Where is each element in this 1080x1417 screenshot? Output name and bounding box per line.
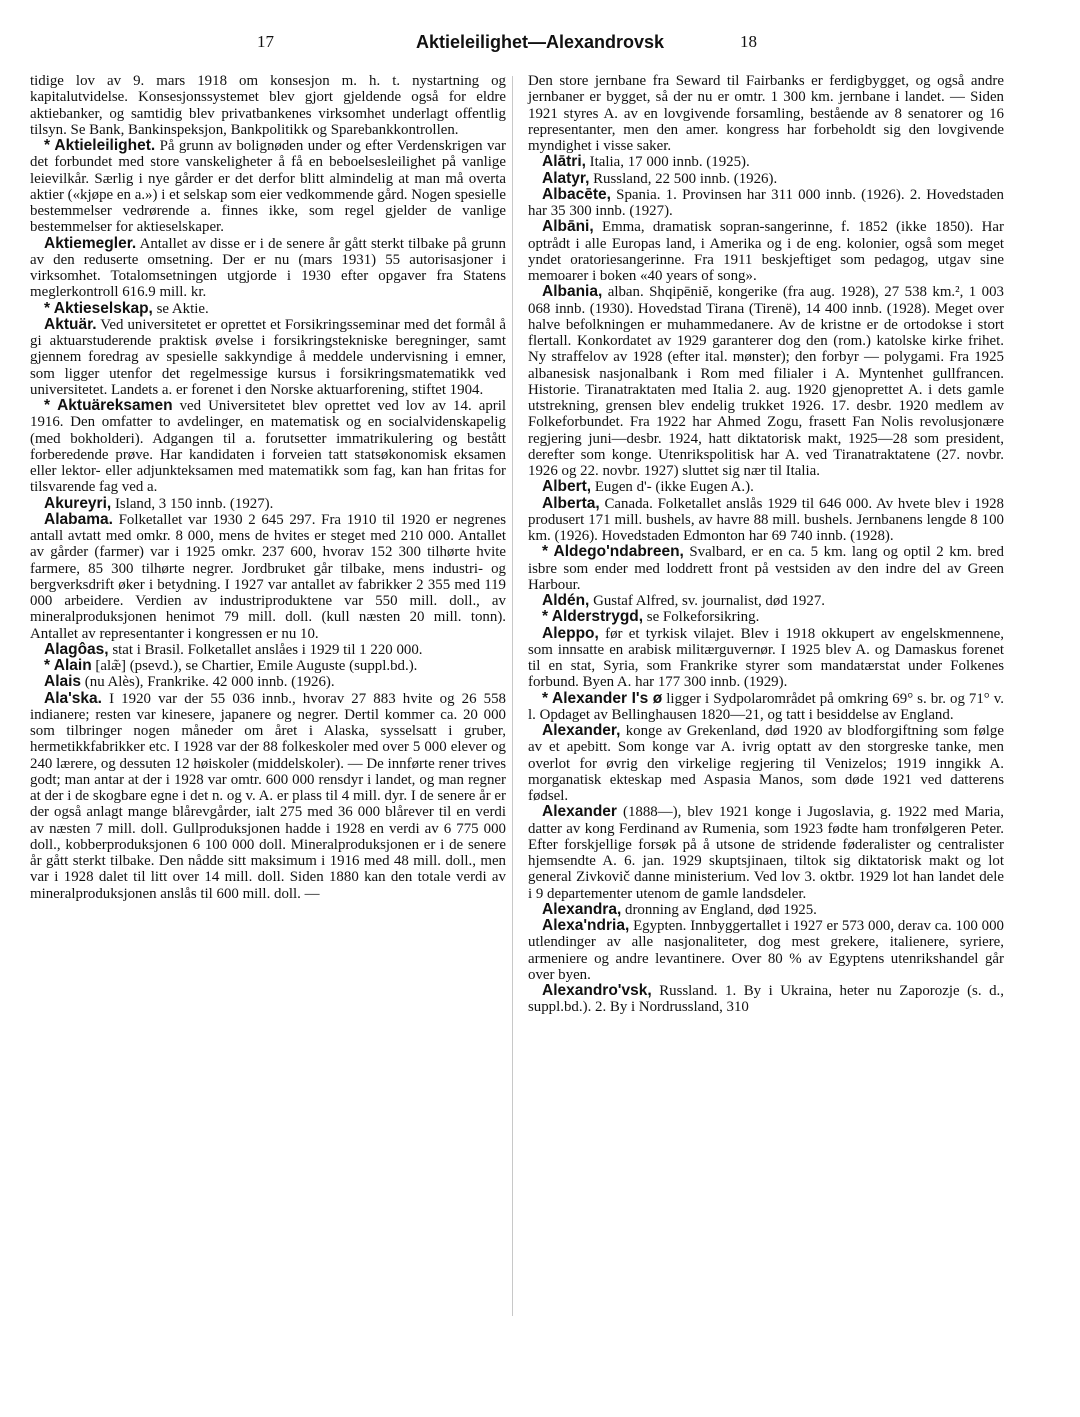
entry-text: Eugen d'- (ikke Eugen A.). [594, 479, 754, 496]
entry-headword: Aktuär. [44, 315, 97, 333]
dictionary-entry [528, 284, 1004, 479]
entry-headword: * Alderstrygd, [542, 608, 644, 626]
dictionary-entry [528, 593, 1004, 609]
entry-text: se Folkeforsikring. [646, 609, 760, 626]
entry-headword: * Aldego'ndabreen, [542, 543, 684, 561]
entry-headword: Alexa'ndria, [542, 917, 630, 934]
dictionary-entry [30, 73, 506, 138]
left-page-number: 17 [257, 32, 274, 51]
dictionary-entry [528, 219, 1004, 284]
entry-text: Island, 3 150 innb. (1927). [114, 495, 274, 512]
dictionary-entry [30, 236, 506, 301]
entry-headword: * Aktuäreksamen [44, 397, 173, 414]
dictionary-entry [30, 317, 506, 398]
entry-headword: Alabama. [44, 510, 113, 528]
dictionary-entry [30, 512, 506, 642]
dictionary-entry [528, 609, 1004, 625]
entry-text: tidige lov av 9. mars 1918 om konsesjon m. h. t. nystartning og kapitalutvidelse. Konsesjonssystemet blev gjort gjeldende også for eldre aktiebanker, og samtidig blev privatbankenes virksomhet underlagt offentlig tilsyn. Se Bank, Bankinspeksjon, Bankpolitikk og Sparebankkontrollen. [30, 73, 506, 138]
entry-headword: Alexander [542, 803, 617, 821]
dictionary-entry [528, 171, 1004, 187]
dictionary-entry [30, 301, 506, 317]
dictionary-entry [528, 723, 1004, 804]
entry-text: Spania. 1. Provinsen har 311 000 innb. (1926). 2. Hovedstaden har 35 300 innb. (1927). [528, 186, 1004, 219]
entry-headword: Alexandro'vsk, [542, 982, 652, 999]
dictionary-entry [528, 691, 1004, 724]
entry-headword: Aldén, [542, 592, 590, 609]
dictionary-entry [528, 983, 1004, 1016]
entry-text: Emma, dramatisk sopran-sangerinne, f. 1852 (ikke 1850). Har optrådt i alle Europas land, i Amerika og i de eng. kolonier, også som meget yndet oratoriesangerinne. Fra 1911 beskjeftiget som pedagog, utgav sine memoarer i boken «40 years of song». [528, 219, 1004, 284]
dictionary-entry [528, 626, 1004, 691]
entry-headword: Alais [44, 673, 82, 691]
entry-headword: * Alexander I's ø [542, 689, 663, 707]
entry-text: I 1920 var der 55 036 innb., hvorav 27 883 hvite og 26 558 indianere; resten var kinesere, japanere og negrer. Dertil kommer ca. 20 000 som tilbringer nogen måneder om året i Alaska, sysselsatt i gruber, hermetikkfabrikker etc. I 1928 var der 88 folkeskoler med over 5 000 elever og 240 lærere, og dessuten 12 høiskoler (middelskoler). — De innførte rener trives godt; man antar at der i 1928 var omtr. 600 000 rensdyr i landet, og man regner at der i de skogbare egne i det n. og v. A. er plass til 4 mill. dyr. I de senere år er der også anlagt mange blårevgårder, ialt 275 med 36 000 blårever til en verdi av næsten 7 mill. doll. Gullproduksjonen hadde i 1928 en verdi av 6 775 000 doll., kobberproduksjonen 6 100 000 doll. Mineralproduksjonen er i de senere år gått sterkt tilbake. Den nådde sitt maksimum i 1916 med 48 mill. doll., men var i 1928 dalet til litt over 14 mill. doll. Siden 1880 kan den totale verdi av mineralproduksjonen anslås til 600 mill. doll. — [30, 690, 506, 902]
entry-text: Canada. Folketallet anslås 1929 til 646 000. Av hvete blev i 1928 produsert 171 mill. bushels, av havre 88 mill. bushels. Jernbanens lengde 8 100 km. (1926). Hovedstaden Edmonton har 69 740 innb. (1928). [528, 495, 1004, 544]
entry-text: Russland. 1. By i Ukraina, heter nu Zaporozje (s. d., suppl.bd.). 2. By i Nordrussland, 310 [528, 983, 1004, 1016]
entry-headword: * Aktieleilighet. [44, 137, 156, 154]
dictionary-entry [30, 658, 506, 674]
entry-text: Italia, 17 000 innb. (1925). [589, 154, 750, 171]
entry-headword: Ala'ska. [44, 689, 102, 707]
dictionary-entry [30, 691, 506, 902]
entry-headword: Albāni, [542, 218, 594, 236]
column-divider [512, 76, 513, 1316]
entry-text: (1888—), blev 1921 konge i Jugoslavia, g. 1922 med Maria, datter av kong Ferdinand av Rumenia, som 1923 fødte ham tronfølgeren Peter. Efter forskjellige forsøk på å utsone de stridende føderalister og centralister hjemsendte A. 6. jan. 1929 skuptsjinaen, tiltok sig diktatorisk makt og lot general Zivkovič danne ministerium. Ved lov 3. oktbr. 1929 lot han landet dele i 9 departementer utenom de gamle landsdeler. [528, 804, 1004, 902]
entry-text: Egypten. Innbyggertallet i 1927 er 573 000, derav ca. 100 000 utlendinger av alle nasjonaliteter, dog mest grekere, italienere, syriere, armeniere og andre levantinere. Over 80 % av Egyptens utenrikshandel går over byen. [528, 918, 1004, 983]
entry-text: Antallet av disse er i de senere år gått sterkt tilbake på grunn av den reduserte omsetning. Der er nu (mars 1931) 55 autorisasjoner i virksomhet. Totalomsetningen utgjorde i 1930 efter opgaver fra Statens meglerkontroll 616.9 mill. kr. [30, 235, 506, 301]
entry-text: Den store jernbane fra Seward til Fairbanks er ferdigbygget, og også andre jernbaner er bygget, så der nu er omtr. 1 300 km. jernbane i landet. — Siden 1921 styres A. av en lovgivende forsamling, bestående av 8 senatorer og 16 representanter, men den amer. kongress har forbeholdt sig den lovgivende myndighet i visse saker. [528, 73, 1004, 154]
entry-text: stat i Brasil. Folketallet anslåes i 1929 til 1 220 000. [112, 641, 423, 658]
entry-headword: * Alain [44, 657, 92, 674]
dictionary-entry [528, 73, 1004, 154]
entry-text: Ved universitetet er oprettet et Forsikringsseminar med det formål å gi aktuarstuderende praktisk øvelse i forsikringstekniske beregninger, samt gjennem foredrag av spesielle sakkyndige å meddele undervisning i emner, som ligger utenfor det regelmessige kursus i forsikringsmatematikk ved universitetet. Landets a. er forenet i den Norske aktuarforening, stiftet 1904. [30, 316, 506, 398]
entry-text: ligger i Sydpolarområdet på omkring 69° s. br. og 71° v. l. Opdaget av Bellinghausen 1820—21, og tatt i besiddelse av England. [528, 690, 1004, 723]
dictionary-entry [528, 154, 1004, 170]
entry-text: Folketallet var 1930 2 645 297. Fra 1910 til 1920 er negrenes antall avtatt med omkr. 8 000, mens de hvites er steget med 210 000. Antallet av gårder (farmer) var i 1925 omkr. 237 600, hvorav 152 300 tilhørte hvite farmere, 85 300 tilhørte negrer. Jordbruket går tilbake, mens industri- og bergverksdrift øker i betydning. I 1927 var antallet av fabrikker 2 355 med 119 000 arbeidere. Verdien av industriproduktene var 550 mill. doll., av mineralproduksjonen henimot 79 mill. doll. (kull næsten 20 mill. tonn). Antallet av representanter i kongressen er nu 10. [30, 511, 506, 642]
dictionary-entry [528, 187, 1004, 220]
right-page-number: 18 [740, 32, 757, 51]
page-header [0, 32, 1080, 58]
entry-text: før et tyrkisk vilajet. Blev i 1918 okkupert av engelskmennene, som innsatte en arabisk militærguvernør. I 1925 blev A. og Damaskus forenet til en stat, Syria, som Frankrike styrer som mandatærstat under Folkenes forbund. Byen A. har 177 300 innb. (1929). [528, 625, 1004, 691]
entry-text: Gustaf Alfred, sv. journalist, død 1927. [593, 593, 825, 609]
entry-text: Russland, 22 500 innb. (1926). [593, 170, 778, 187]
dictionary-entry [528, 496, 1004, 545]
entry-text: konge av Grekenland, død 1920 av blodforgiftning som følge av et apebitt. Som konge var A. ivrig optatt av den storgreske tanke, men overlot for øvrig den virkelige regjering til Venizelos; 1919 inngikk A. morganatisk ekteskap med Aspasia Manos, som døde 1921 ved datterens fødsel. [528, 723, 1004, 804]
entry-headword: Alatyr, [542, 169, 590, 187]
dictionary-entry [30, 674, 506, 690]
dictionary-entry [30, 496, 506, 512]
entry-text: alban. Shqipēniĕ, kongerike (fra aug. 1928), 27 538 km.², 1 003 068 innb. (1930). Hovedstad Tirana (Tirenë), 14 400 innb. (1928). Meget over halve befolkningen er muhammedanere. Av de kristne er de ortodokse i stort flertall. Konkordatet av 1929 garanterer dog den (rom.) katolske kirke frihet. Ny straffelov av 1928 (efter ital. mønster); den forbyr — polygami. Fra 1925 albanesisk nasjonalbank i Rom med filialer i A. Myntenhet gullfrancen. Historie. Tiranatraktaten med Italia 2. aug. 1920 gjenoprettet A. i dets gamle utstrekning, grensen blev endelig trukket 1926. 17. desbr. 1920 medlem av Folkeforbundet. Fra 1922 har Ahmed Zogu, frasett Fan Nolis revolusjonære regjering juni—desbr. 1924, hatt diktatorisk makt, 1925—28 som president, derefter som konge. Utenrikspolitisk har A. ved Tiranatraktatene (27. novbr. 1926 og 22. novbr. 1927) sluttet sig nær til Italia. [528, 284, 1004, 479]
entry-headword: Akureyri, [44, 494, 112, 512]
entry-headword: Albacēte, [542, 185, 611, 203]
dictionary-entry [528, 804, 1004, 902]
entry-text: se Aktie. [156, 300, 209, 317]
entry-headword: Alātri, [542, 153, 586, 171]
left-column [30, 73, 506, 902]
entry-headword: Albania, [542, 283, 603, 301]
dictionary-entry [30, 642, 506, 658]
entry-headword: Aleppo, [542, 624, 599, 642]
dictionary-entry [528, 902, 1004, 918]
entry-headword: Alagôas, [44, 640, 109, 658]
dictionary-entry [528, 918, 1004, 983]
entry-headword: Alberta, [542, 494, 600, 512]
dictionary-entry [30, 138, 506, 236]
entry-headword: * Aktieselskap, [44, 299, 153, 317]
entry-headword: Alexander, [542, 722, 621, 739]
dictionary-entry [528, 544, 1004, 593]
entry-headword: Aktiemegler. [44, 234, 137, 252]
entry-text: dronning av England, død 1925. [625, 901, 817, 918]
entry-text: Svalbard, er en ca. 5 km. lang og optil 2 km. bred isbre som ender med loddrett front på vestsiden av den indre del av Green Harbour. [528, 544, 1004, 593]
right-column [528, 73, 1004, 1016]
entry-text: På grunn av bolignøden under og efter Verdenskrigen var det forbundet med store vanskeligheter å få en beboelsesleilighet på vanlige leievilkår. Særlig i nye gårder er det derfor blitt almindelig at man må overta aktier («kjøpe en a.») i et selskap som eier vedkommende gård. Nogen spesielle bestemmelser vedrørende a. finnes ikke, som regel gjelder de vanlige bestemmelser for aktieselskaper. [30, 138, 506, 236]
entry-headword: Albert, [542, 478, 592, 496]
running-title: Aktieleilighet—Alexandrovsk [415, 32, 665, 52]
entry-text: ved Universitetet blev oprettet ved lov av 14. april 1916. Den omfatter to avdelinger, en matematisk og en socialvidenskapelig (med bokholderi). Adgangen til a. forutsetter immatrikulering og bestått forberedende prøve. Har kandidaten i forveien tatt statsøkonomisk eksamen eller lektor- eller adjunkteksamen med matematikk som fag, kan han fritas for tilsvarende fag ved a. [30, 398, 506, 496]
dictionary-entry [30, 398, 506, 496]
entry-text: (nu Alès), Frankrike. 42 000 innb. (1926). [84, 674, 335, 691]
entry-text: [alæ̃] (psevd.), se Chartier, Emile Auguste (suppl.bd.). [95, 658, 418, 674]
entry-headword: Alexandra, [542, 900, 622, 918]
dictionary-entry [528, 479, 1004, 495]
